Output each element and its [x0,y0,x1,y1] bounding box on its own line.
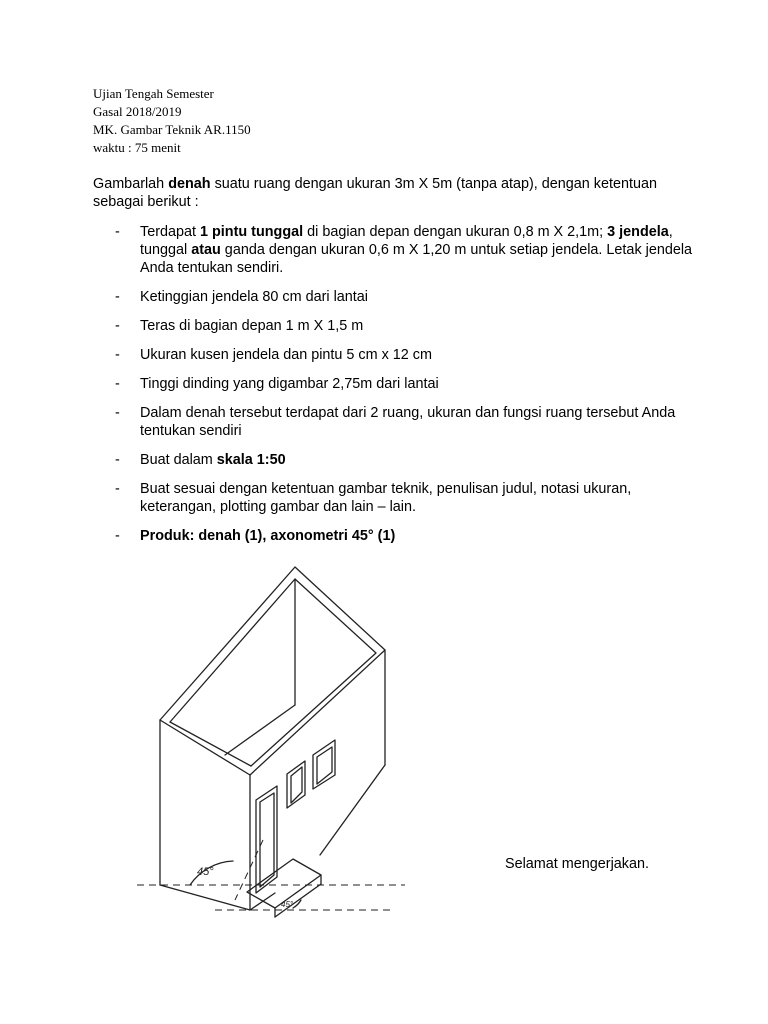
item-text: Buat dalam [140,452,217,468]
requirements-list [93,223,693,545]
wall-top-inner [170,579,376,766]
item-text: Tinggi dinding yang digambar 2,75m dari lantai [140,376,439,392]
list-item [93,404,693,440]
bullet-dash: - [115,347,120,363]
item-bold: skala 1:50 [216,452,286,468]
bullet-dash: - [115,481,120,497]
exam-title: Ujian Tengah Semester [93,86,214,101]
bullet-dash: - [115,528,120,544]
item-bold: Produk: denah (1), axonometri 45° (1) [140,528,396,544]
exam-header [93,85,251,157]
list-item [93,317,693,335]
bullet-dash: - [115,224,120,240]
item-text: Ukuran kusen jendela dan pintu 5 cm x 12 cm [140,347,432,363]
list-item [93,480,693,516]
bullet-dash: - [115,289,120,305]
angle-label-bottom: 45° [281,900,294,909]
item-text: ganda dengan ukuran 0,6 m X 1,20 m untuk setiap jendela. Letak jendela Anda tentukan sendiri. [140,242,693,276]
list-item [93,451,693,469]
item-text: , tunggal [140,224,673,258]
item-text: di bagian depan dengan ukuran 0,8 m X 2,1m; [303,224,608,240]
angle-label-left: 45° [197,866,214,878]
exam-duration: waktu : 75 menit [93,140,181,155]
closing-text: Selamat mengerjakan. [505,856,649,872]
intro-text-rest: suatu ruang dengan ukuran 3m X 5m (tanpa atap), dengan ketentuan sebagai berikut : [93,176,658,210]
list-item [93,223,693,277]
item-text: Terdapat [140,224,200,240]
exam-semester: Gasal 2018/2019 [93,104,182,119]
intro-paragraph [93,175,693,211]
intro-text: Gambarlah [93,176,169,192]
exam-body [93,175,693,556]
list-item [93,288,693,306]
bullet-dash: - [115,376,120,392]
item-text: Dalam denah tersebut terdapat dari 2 ruang, ukuran dan fungsi ruang tersebut Anda tentukan sendiri [140,405,676,439]
course-name: MK. Gambar Teknik AR.1150 [93,122,251,137]
list-item [93,375,693,393]
bullet-dash: - [115,318,120,334]
item-text: Ketinggian jendela 80 cm dari lantai [140,289,369,305]
item-bold: 1 pintu tunggal [200,224,304,240]
bullet-dash: - [115,405,120,421]
item-bold: atau [191,242,221,258]
list-item [93,346,693,364]
item-bold: 3 jendela [607,224,669,240]
item-text: Teras di bagian depan 1 m X 1,5 m [140,318,364,334]
intro-bold: denah [168,176,211,192]
axonometric-sketch [135,555,415,930]
list-item [93,527,693,545]
item-text: Buat sesuai dengan ketentuan gambar teknik, penulisan judul, notasi ukuran, keterangan, plotting gambar dan lain – lain. [140,481,632,515]
bullet-dash: - [115,452,120,468]
wall-top-outer [160,567,385,775]
